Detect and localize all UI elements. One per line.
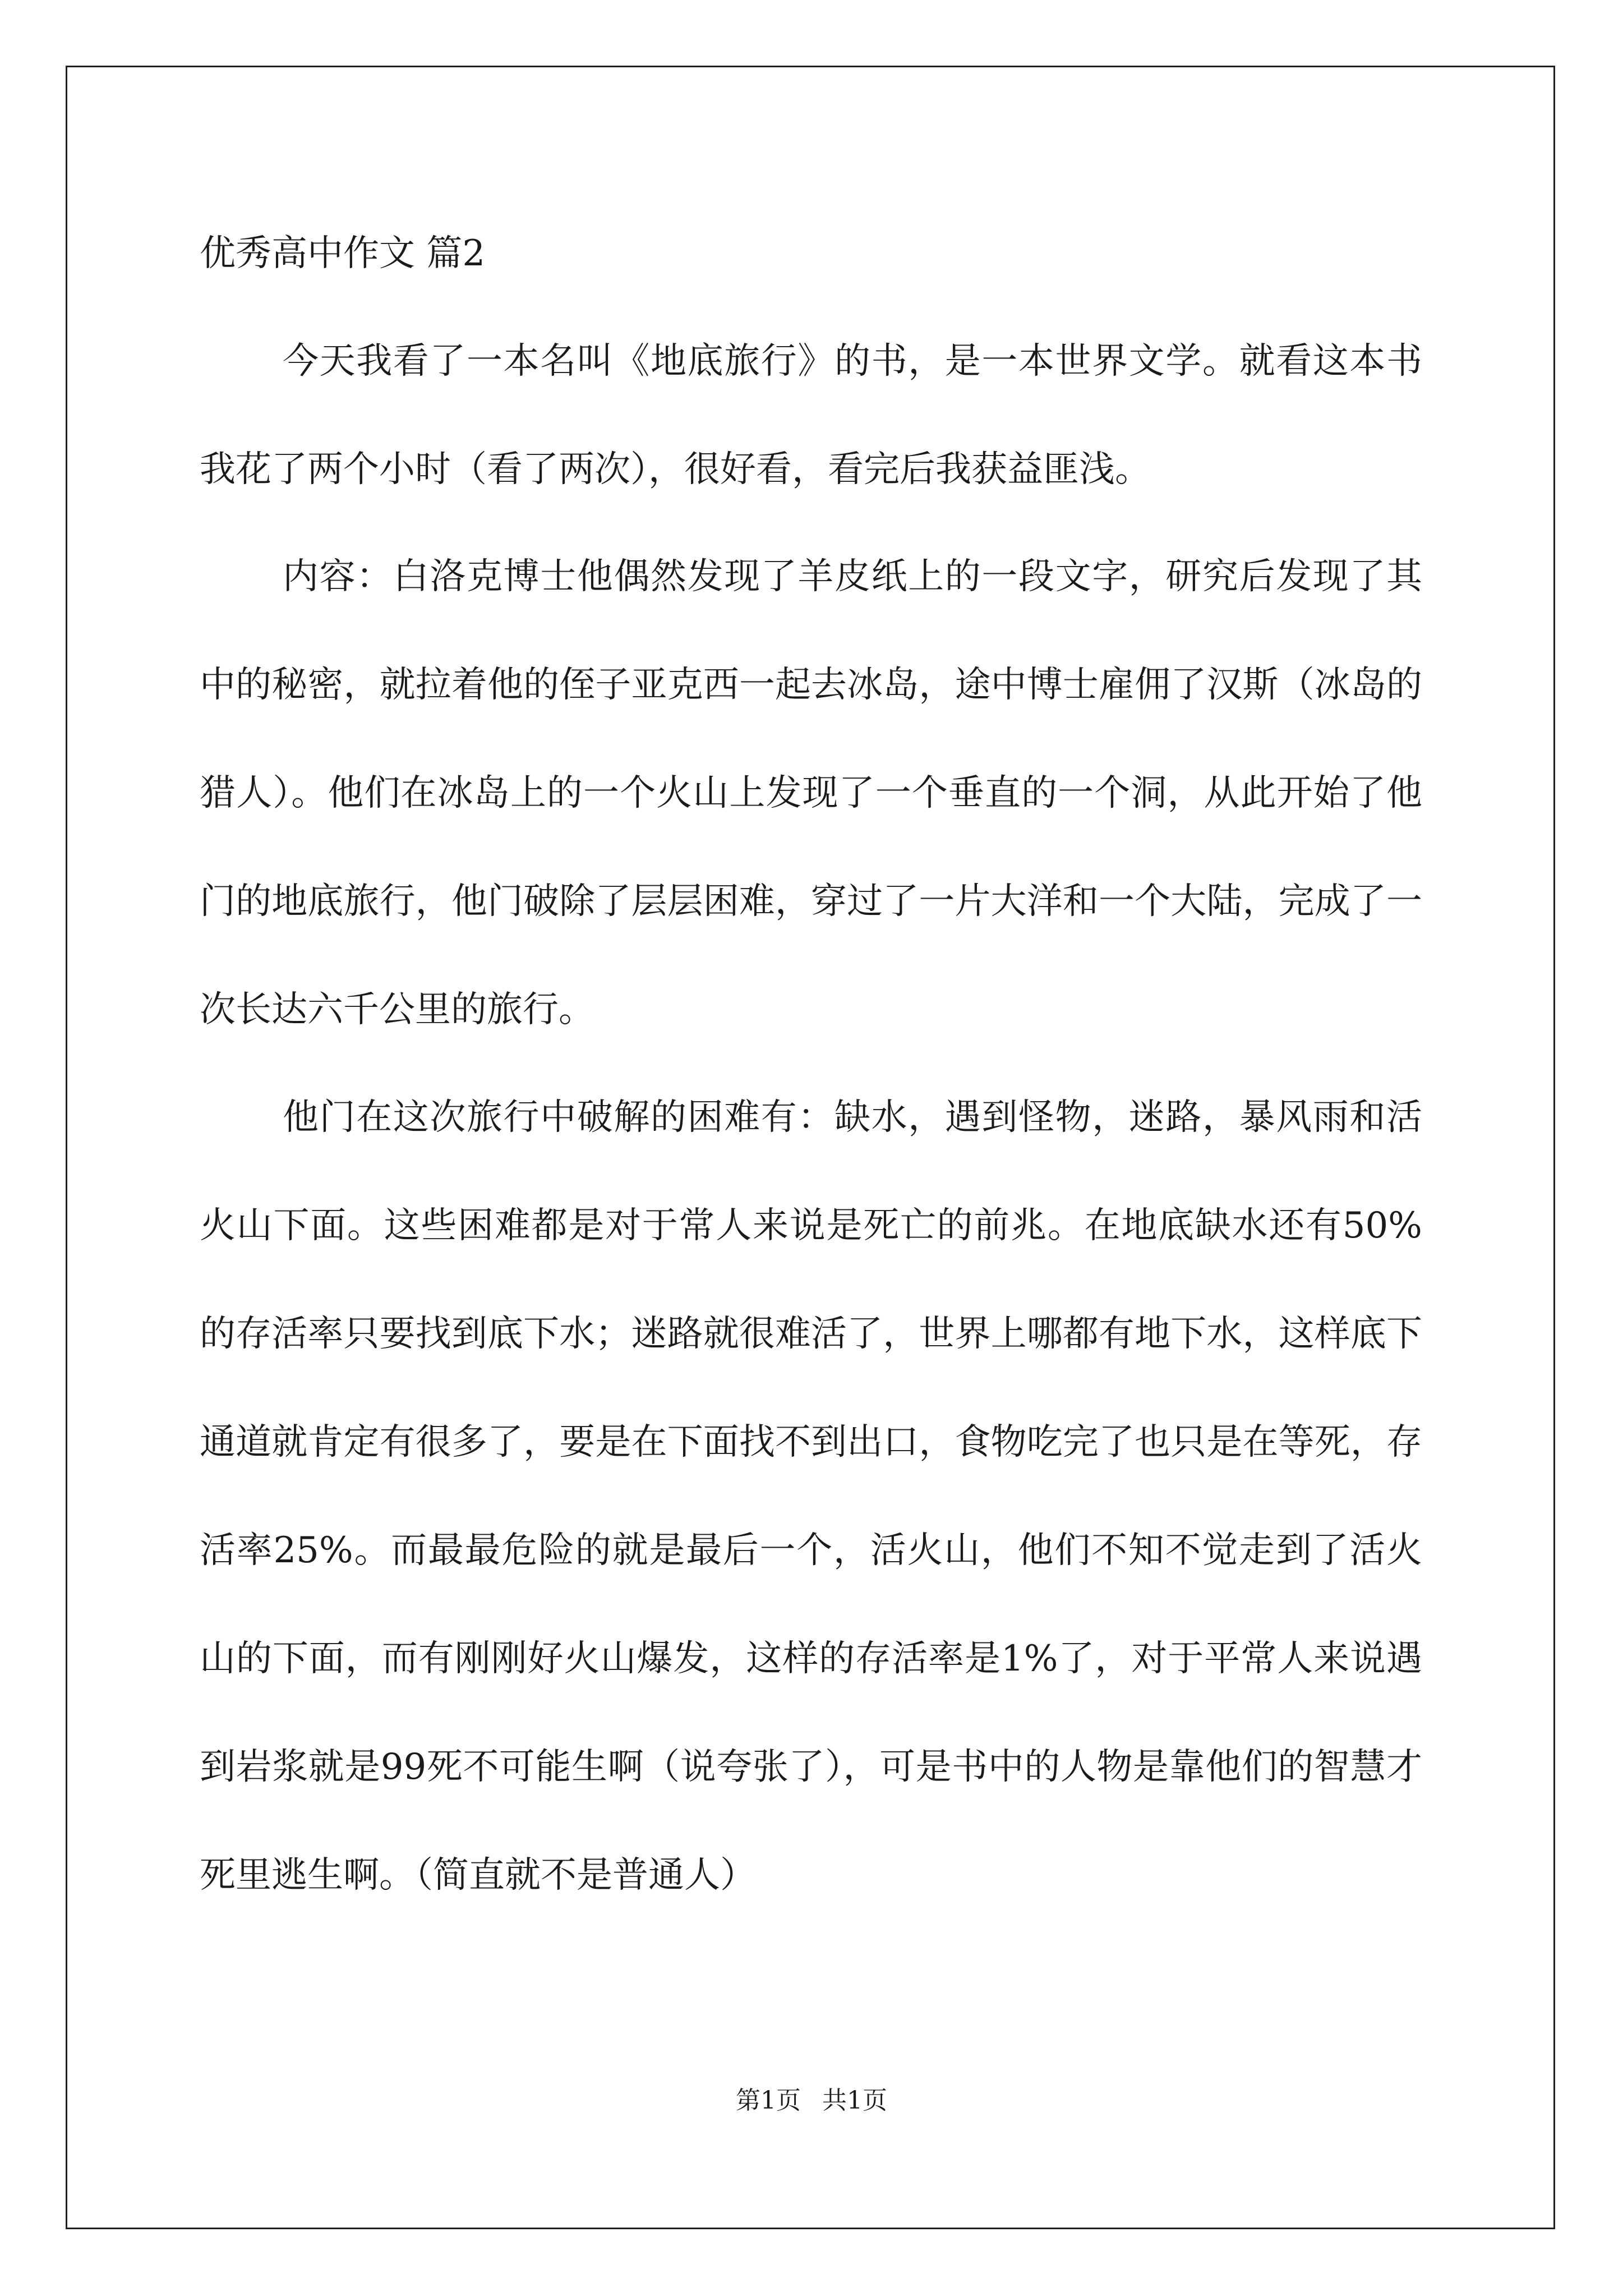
- page-total: 共1页: [822, 2086, 887, 2115]
- paragraph-3: 他门在这次旅行中破解的困难有：缺水，遇到怪物，迷路，暴风雨和活火山下面。这些困难都是对于常人来说是死亡的前兆。在地底缺水还有50%的存活率只要找到底下水；迷路就很难活了，世界上哪都有地下水，这样底下通道就肯定有很多了，要是在下面找不到出口，食物吃完了也只是在等死，存活率25%。而最最危险的就是最后一个，活火山，他们不知不觉走到了活火山的下面，而有刚刚好火山爆发，这样的存活率是1%了，对于平常人来说遇到岩浆就是99死不可能生啊（说夸张了），可是书中的人物是靠他们的智慧才死里逃生啊。（简直就不是普通人）: [200, 1097, 1422, 1896]
- paragraph-2: 内容：白洛克博士他偶然发现了羊皮纸上的一段文字，研究后发现了其中的秘密，就拉着他的侄子亚克西一起去冰岛，途中博士雇佣了汉斯（冰岛的猎人）。他们在冰岛上的一个火山上发现了一个垂直的一个洞，从此开始了他门的地底旅行，他门破除了层层困难，穿过了一片大洋和一个大陆，完成了一次长达六千公里的旅行。: [200, 556, 1422, 1030]
- paragraph-1: 今天我看了一本名叫《地底旅行》的书，是一本世界文学。就看这本书我花了两个小时（看了两次），很好看，看完后我获益匪浅。: [200, 341, 1422, 490]
- document-title: 优秀高中作文 篇2: [200, 233, 486, 274]
- page-footer: [0, 2084, 1623, 2118]
- page-number: 第1页: [736, 2086, 801, 2115]
